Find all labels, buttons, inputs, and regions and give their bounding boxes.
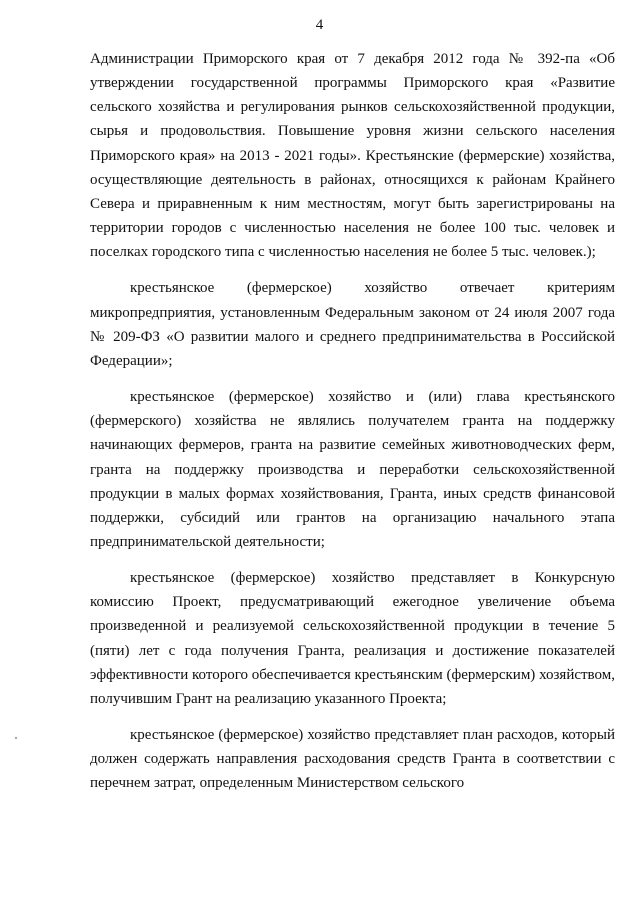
paragraph-expense-plan: крестьянское (фермерское) хозяйство представляет план расходов, который должен содержать направления расходования средств Гранта в соответствии с перечнем затрат, определенным Министерством сельского	[90, 727, 615, 792]
scan-artifact-dot	[15, 737, 17, 739]
document-body	[90, 47, 615, 808]
paragraph-project-submission: крестьянское (фермерское) хозяйство представляет в Конкурсную комиссию Проект, предусматривающий ежегодное увеличение объема произведенной и реализуемой сельскохозяйственной продукции в течение 5 (пяти) лет с года получения Гранта, реализация и достижение показателей эффективности которого обеспечивается крестьянским (фермерским) хозяйством, получившим Грант на реализацию указанного Проекта;	[90, 570, 615, 707]
paragraph-microenterprise-criteria: крестьянское (фермерское) хозяйство отвечает критериям микропредприятия, установленным Федеральным законом от 24 июля 2007 года № 209-ФЗ «О развитии малого и среднего предпринимательства в Российской Федерации»;	[90, 280, 615, 369]
paragraph-continuation: Администрации Приморского края от 7 декабря 2012 года № 392-па «Об утверждении государственной программы Приморского края «Развитие сельского хозяйства и регулирования рынков сельскохозяйственной продукции, сырья и продовольствия. Повышение уровня жизни сельского населения Приморского края» на 2013 - 2021 годы». Крестьянские (фермерские) хозяйства, осуществляющие деятельность в районах, относящихся к районам Крайнего Севера и приравненным к ним местностям, могут быть зарегистрированы на территории городов с численностью населения не более 100 тыс. человек и поселках городского типа с численностью населения не более 5 тыс. человек.);	[90, 51, 615, 261]
page-number: 4	[315, 17, 324, 33]
paragraph-no-previous-grants: крестьянское (фермерское) хозяйство и (или) глава крестьянского (фермерского) хозяйства не являлись получателем гранта на поддержку начинающих фермеров, гранта на развитие семейных животноводческих ферм, гранта на поддержку производства и переработки сельскохозяйственной продукции в малых формах хозяйствования, Гранта, иных средств финансовой поддержки, субсидий или грантов на организацию начального этапа предпринимательской деятельности;	[90, 389, 615, 550]
